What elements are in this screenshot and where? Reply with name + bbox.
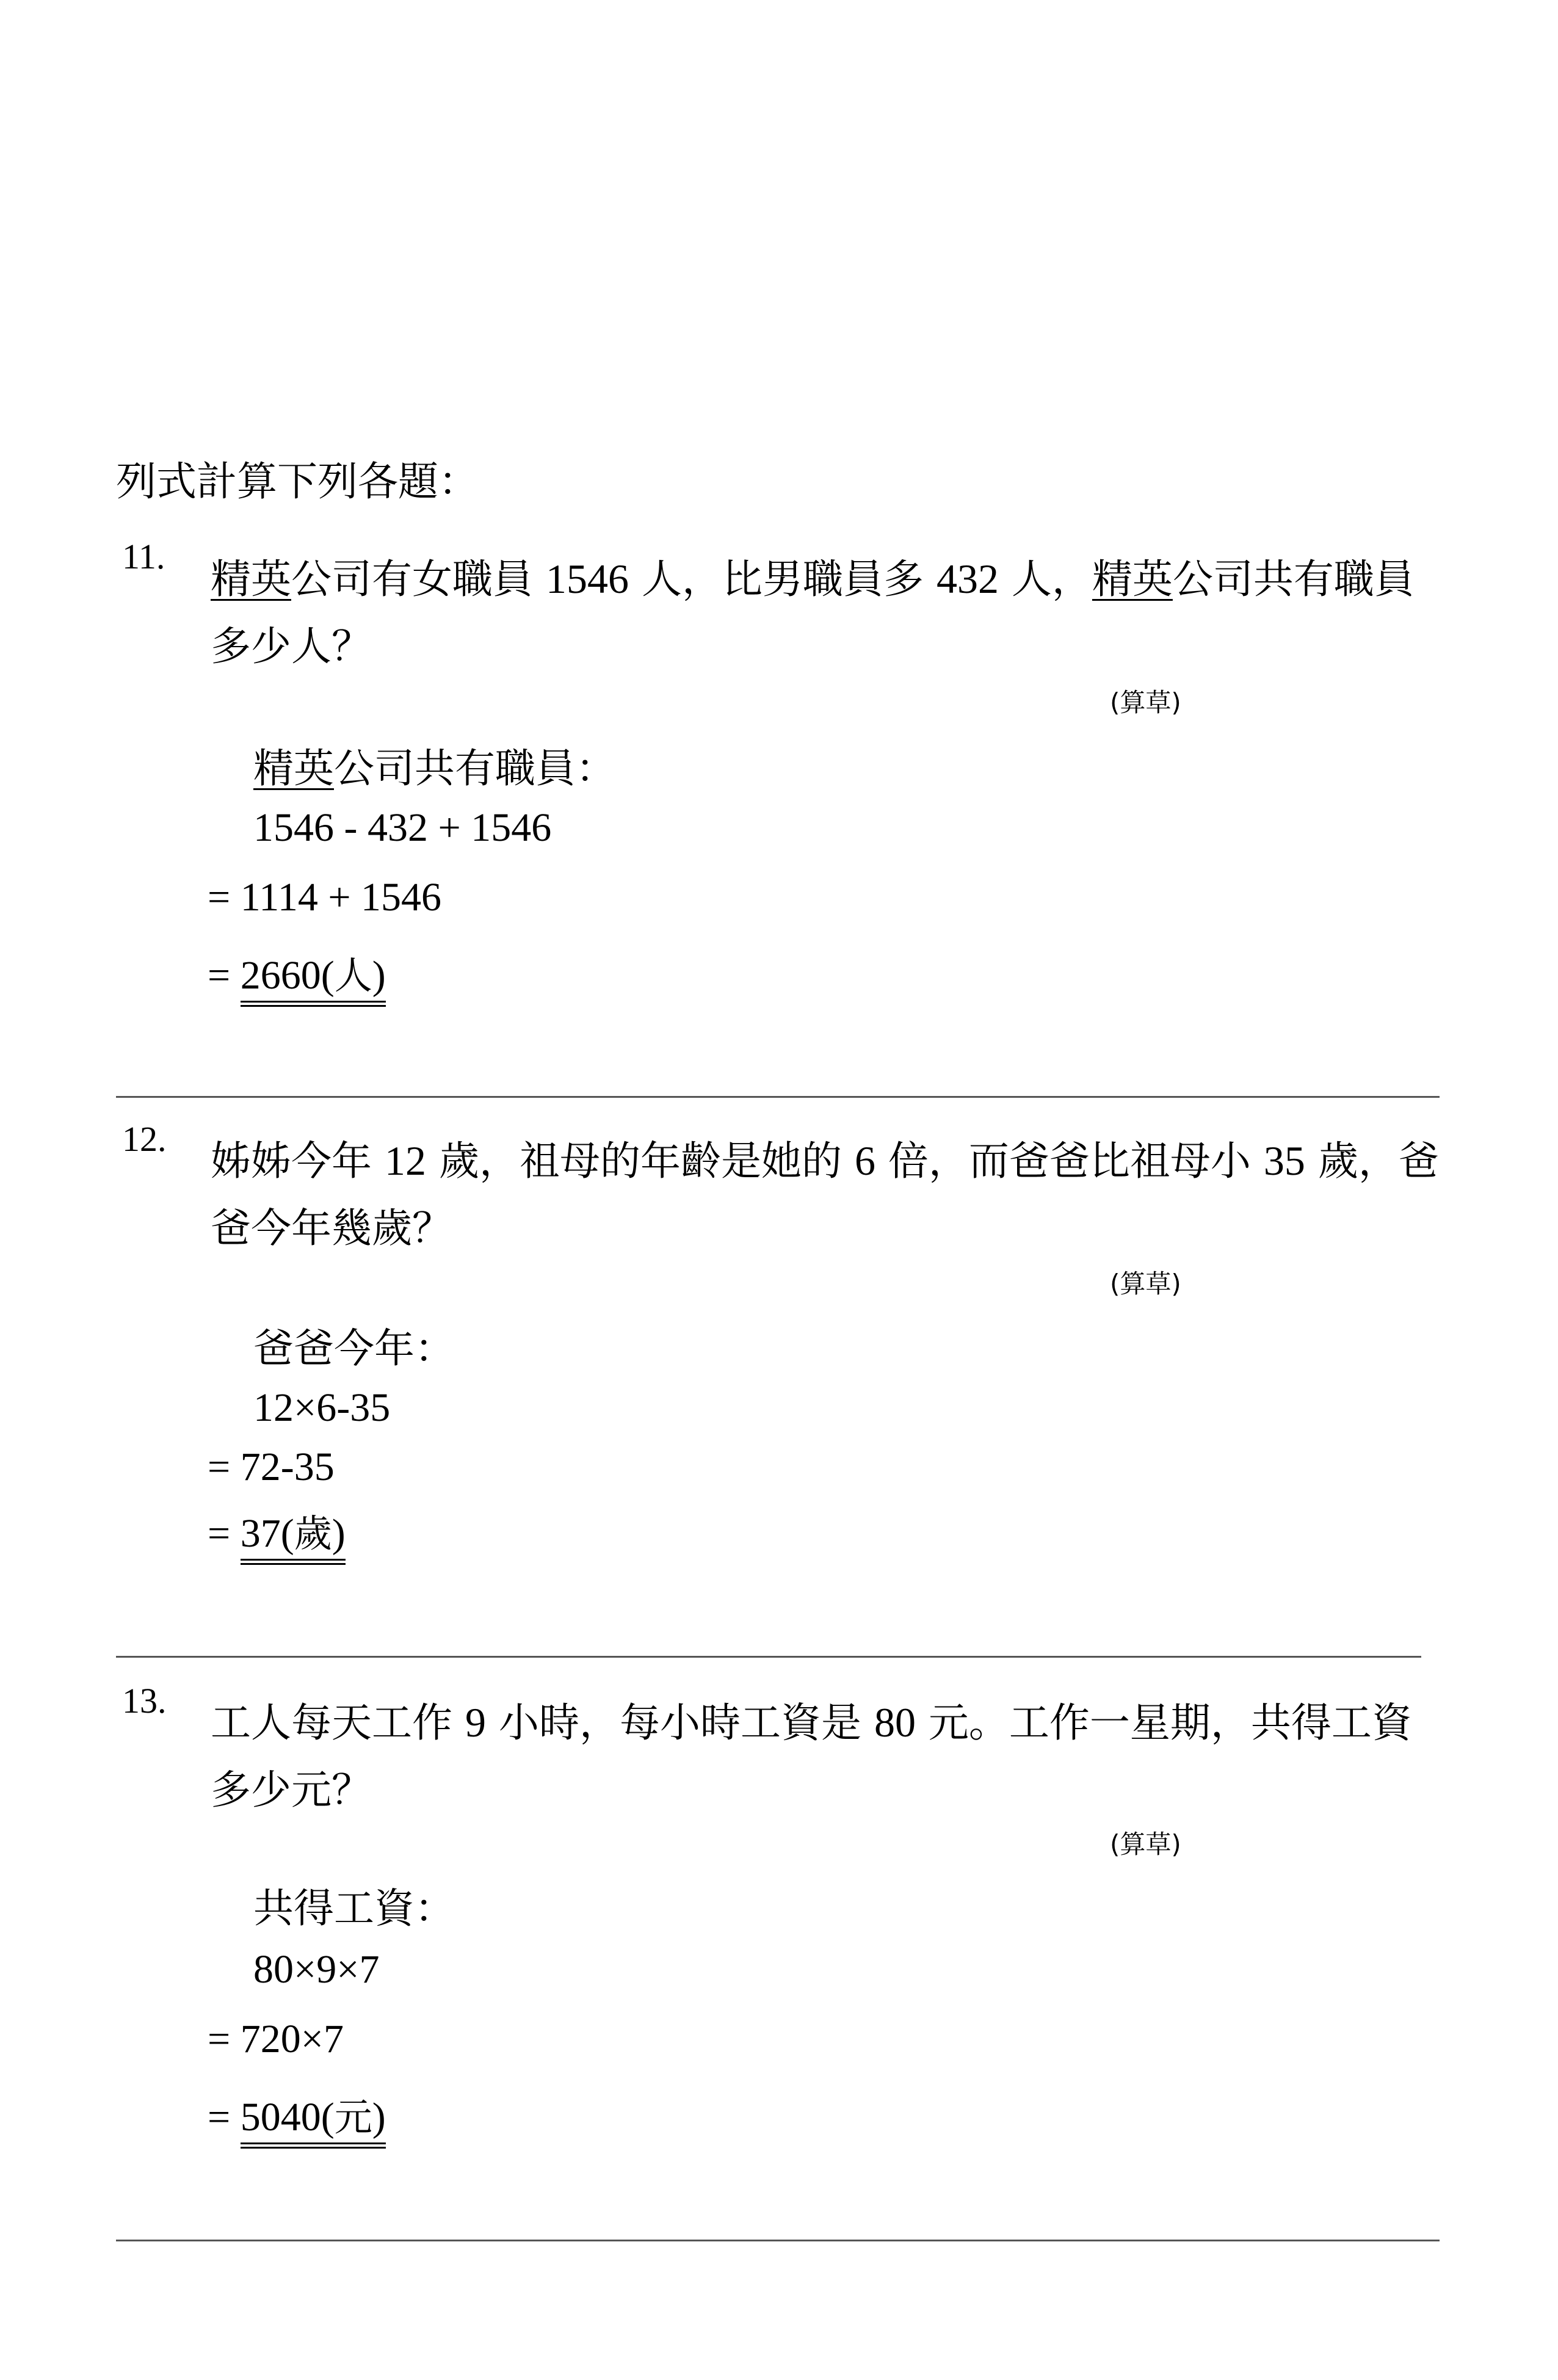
text-segment: 公司共有職員： (334, 745, 616, 792)
number: 9 (465, 1699, 486, 1746)
final-answer: 2660(人) (241, 945, 386, 1003)
number: 35 (1263, 1137, 1305, 1184)
answer-label: 共得工資： (253, 1885, 455, 1932)
number: 6 (854, 1137, 875, 1184)
number: 80 (874, 1699, 916, 1746)
text-segment: 歲，爸 (1305, 1137, 1439, 1185)
question-text-line1 (211, 546, 1415, 604)
equals-sign: = (208, 1511, 241, 1556)
text-segment: 工人每天工作 (211, 1699, 465, 1746)
text-segment: 人，比男職員多 (628, 556, 937, 603)
text-segment: 人， (998, 556, 1092, 603)
question-number: 12. (122, 1119, 167, 1159)
number: 432 (936, 556, 999, 602)
question-text-line2: 爸今年幾歲？ (211, 1205, 452, 1252)
proper-noun: 精英 (1092, 556, 1173, 603)
text-segment: 元。工作一星期，共得工資 (915, 1699, 1412, 1746)
question-number: 13. (122, 1681, 167, 1721)
calc-step-3 (208, 1503, 346, 1561)
calc-step-1: 1546 - 432 + 1546 (253, 805, 552, 850)
text-segment: 小時，每小時工資是 (485, 1699, 874, 1746)
calc-step-1: 12×6-35 (253, 1385, 391, 1430)
number: 1546 (545, 556, 629, 602)
question-text-line2: 多少元？ (211, 1766, 372, 1813)
scratch-label: (算草) (1110, 1269, 1181, 1299)
section-divider (116, 1096, 1440, 1098)
calc-step-3 (208, 2087, 386, 2144)
calc-step-2: = 72-35 (208, 1445, 335, 1489)
scratch-label: (算草) (1110, 1829, 1181, 1859)
instruction-heading: 列式計算下列各題： (116, 458, 479, 505)
question-number: 11. (122, 537, 165, 576)
equals-sign: = (208, 953, 241, 998)
calc-step-2: = 720×7 (208, 2017, 344, 2061)
proper-noun: 精英 (253, 745, 334, 792)
question-text-line2: 多少人？ (211, 623, 372, 670)
section-divider (116, 1656, 1421, 1658)
answer-label: 爸爸今年： (253, 1325, 455, 1372)
scratch-label: (算草) (1110, 688, 1181, 717)
calc-step-2: = 1114 + 1546 (208, 875, 442, 920)
equals-sign: = (208, 2095, 241, 2139)
text-segment: 公司共有職員 (1172, 556, 1415, 603)
answer-label (253, 736, 616, 794)
section-divider (116, 2240, 1440, 2241)
calc-step-3 (208, 945, 386, 1003)
number: 12 (384, 1137, 426, 1184)
calc-step-1: 80×9×7 (253, 1947, 380, 1992)
text-segment: 歲，祖母的年齡是她的 (426, 1137, 855, 1185)
text-segment: 公司有女職員 (291, 556, 546, 603)
final-answer: 5040(元) (241, 2087, 386, 2144)
proper-noun: 精英 (211, 556, 291, 603)
text-segment: 姊姊今年 (211, 1137, 385, 1185)
text-segment: 倍，而爸爸比祖母小 (875, 1137, 1264, 1185)
question-text-line1 (211, 1128, 1439, 1186)
question-text-line1 (211, 1690, 1412, 1748)
final-answer: 37(歲) (241, 1503, 346, 1561)
